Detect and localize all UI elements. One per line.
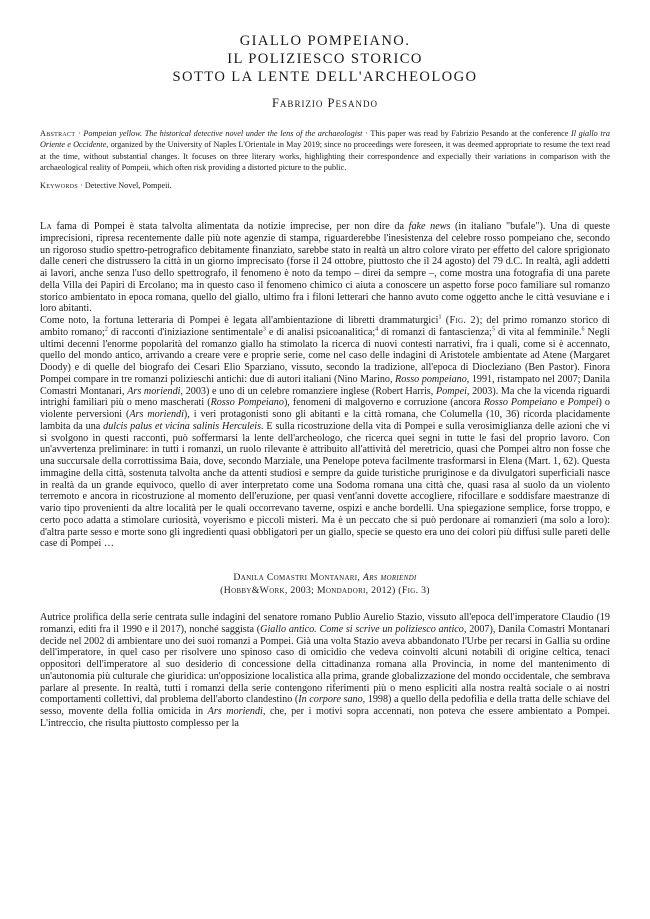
- section-comma: ,: [357, 572, 363, 584]
- abstract-text-a: · This paper was read by Fabrizio Pesando at the conference: [362, 129, 572, 138]
- p1-text-b: (in italiano "bufale"). Una di queste imprecisioni, ripresa recentemente dalle più note agenzie di stampa, riguarderebbe l'inesistenza del celebre rosso pompeiano che, secondo un rigoroso studio spettro-petrografico debitamente finanziato, sarebbe stato in realtà un altro colore virato per effetto del calore sprigionato dalle ceneri che distrussero la città in un giorno imprecisato (forse il 24 ottobre, piuttosto che il 24 agosto) del 79 d.C. In realtà, agli addetti ai lavori, anche senza l'uso dello spettrografo, il fenomeno è noto da tempo – direi da sempre –, come mostra una fotografia di una parete della Villa dei Papiri di Ercolano; ma in questo caso il fenomeno chimico ci aiuta a conoscere un aspetto forse poco familiare sul romanzo storico ambientato in epoca romana, quello del giallo, ultimo fra i filoni letterari che hanno avuto come oggetto anche le città vesuviane e i loro abitanti.: [40, 221, 610, 315]
- title-giallo-antico: Giallo antico. Come si scrive un poliziesco antico: [260, 623, 464, 635]
- paragraph-1: [40, 221, 610, 315]
- body-text: [40, 221, 610, 550]
- title-pompei: Pompei: [435, 385, 467, 397]
- p2-text-k: ), fenomeni di malgoverno e corruzione (ancora: [283, 397, 484, 409]
- section-heading-line-1: [40, 572, 610, 585]
- p2-text-h: , 1991, ristampato nel 2007; Danila Comastri Montanari,: [40, 373, 610, 397]
- p2-text-j: , 2003). Ma che la vicenda riguardi intrighi familiari più o meno mascherati (: [40, 385, 611, 409]
- section-heading-line-2: (Hobby&Work, 2003; Mondadori, 2012) (Fig. 3): [220, 584, 430, 596]
- title-line-2: IL POLIZIESCO STORICO: [227, 51, 423, 67]
- paragraph-2: [40, 315, 610, 550]
- footnote-ref-4[interactable]: 4: [375, 326, 379, 333]
- keywords-sep: ·: [77, 180, 85, 190]
- keywords: [40, 180, 610, 191]
- figure-ref-2: (Fig. 2): [441, 315, 480, 327]
- footnote-ref-1[interactable]: 1: [438, 314, 442, 321]
- p2-text-o: . E sulla ricostruzione della vita di Pompei e sulla verosimiglianza delle azioni che vi si svolgono in questi racconti, può soffermarsi la lente dell'archeologo, che ricerca quei segni in tutte le fasi del proprio lavoro. Con un'avvertenza preliminare: in tutti i romanzi, un ruolo rilevante è attribuito all'attività del meretricio, quasi che Pompei altro non fosse che una succursale della corrottissima Baia, dove, secondo Marziale, una Penelope poteva facilmente trasformarsi in Elena (Mart. 1, 62). Questa immagine della città, sostenuta talvolta anche da attenti studiosi e sempre da guide turistiche pruriginose e da divulgatori superficiali nasce in realtà da un grande equivoco, quello di aver interpretato come una Sodoma romana una città che, quasi rasa al suolo da un violento terremoto e ancora in ricostruzione al momento dell'eruzione, per quasi vent'anni dovette accogliere, rifocillare e soddisfare maestranze di vario tipo provenienti da altre località per le quali occorrevano taverne, ospizi e anche bordelli. Una spiegazione semplice, forse troppo, e certo poco adatta a stimolare curiosità, voyerismo e piccoli misteri. Ma è un peccato che si può perdonare ai romanzieri (ma solo a loro): d'altra parte sesso e morte sono gli ingredienti quasi obbligatori per un giallo, specie se questo era uno dei colori più diffusi sulle pareti delle case di Pompei …: [40, 420, 610, 550]
- abstract-sep: ·: [75, 129, 84, 138]
- keywords-text: Detective Novel, Pompeii.: [84, 180, 172, 190]
- abstract-text-b: , organized by the University of Naples L'Orientale in May 2019; since no proceedings were foreseen, it was deemed appropriate to resume the text read at the time, without substantial changes. It focuses on three literary works, highlighting their correspondence and expecially their variations in comparison with the archaeological reality of Pompeii, which often risk providing a distorted picture to the public.: [40, 140, 610, 173]
- section-heading: [40, 572, 610, 597]
- p2-text-b: ; del primo romanzo storico di ambito romano;: [40, 315, 610, 338]
- p2-text-e: di romanzi di fantascienza;: [378, 326, 492, 338]
- author-name: Fabrizio Pesando: [271, 96, 379, 110]
- sb-text-c: , 1998) a quello della pedofilia e della tratta delle schiave del sesso, movente della follia omicida in: [40, 694, 610, 718]
- title-rosso-pompeiano-2: Rosso Pompeiano: [210, 397, 284, 409]
- p2-text-l: e: [557, 397, 568, 409]
- title-ars-moriendi-2: Ars moriendi: [129, 409, 184, 421]
- p2-text-a: Come noto, la fortuna letteraria di Pompei è legata all'ambientazione di libretti drammaturgici: [40, 315, 439, 327]
- abstract: [40, 128, 610, 174]
- sb-text-d: , che, per i motivi sopra accennati, non poteva che essere ambientato a Pompei. L'intreccio, che risulta piuttosto complesso per la: [40, 706, 611, 729]
- title-rosso-pompeiano: Rosso pompeiano: [395, 373, 467, 385]
- title-in-corpore-sano: In corpore sano: [298, 694, 363, 706]
- keywords-label: Keywords: [40, 180, 78, 190]
- abstract-conference: Il giallo tra Oriente e Occidente: [40, 129, 610, 150]
- title-line-3: SOTTO LA LENTE DELL'ARCHEOLOGO: [172, 69, 478, 85]
- section-body: [40, 612, 610, 730]
- section-author: Danila Comastri Montanari: [233, 572, 358, 584]
- footnote-ref-5[interactable]: 5: [491, 326, 495, 333]
- p2-text-g: Negli ultimi decenni l'enorme popolarità del romanzo giallo ha stimolato la ricerca di nuovi contesti narrativi, fra i quali, come si è accennato, quello del mondo antico, arrivando a creare vere e proprie serie, come nel caso delle indagini di Aristotele ambientate ad Atene (Margaret Doody) e di quelle del biografo dei Cesari Elio Sparziano, vissuto, secondo la tradizione, all'epoca di Diocleziano (Ben Pastor). Finora Pompei compare in tre romanzi polizieschi antichi: due di autori italiani (Nino Marino,: [40, 326, 611, 385]
- title-block: [40, 32, 610, 111]
- title-ars-moriendi: Ars moriendi: [127, 385, 181, 397]
- title-line-1: GIALLO POMPEIANO.: [239, 33, 411, 49]
- p2-text-d: e di analisi psicoanalitica;: [265, 326, 376, 338]
- p2-text-n: ), i veri protagonisti sono gli abitanti e la città romana, che Columella (10, 36) ricorda placidamente lambita da una: [40, 409, 610, 432]
- abstract-english-title: Pompeian yellow. The historical detective novel under the lens of the archaeologist: [83, 129, 363, 138]
- abstract-label: Abstract: [40, 129, 76, 138]
- p2-text-f: di vita al femminile.: [494, 326, 582, 338]
- section-paragraph: [40, 612, 610, 730]
- p2-text-i: , 2003) e uno di un celebre romanziere inglese (Robert Harris,: [180, 385, 436, 397]
- section-book-title: Ars moriendi: [362, 572, 417, 584]
- footnote-ref-6[interactable]: 6: [581, 326, 585, 333]
- p2-text-c: di racconti d'iniziazione sentimentale: [107, 326, 263, 338]
- sb-text-a: Autrice prolifica della serie centrata sulle indagini del senatore romano Publio Aurelio Stazio, vissuto all'epoca dell'imperatore Claudio (19 romanzi, editi fra il 1990 e il 2017), nonché saggista (: [40, 612, 610, 635]
- footnote-ref-2[interactable]: 2: [104, 326, 108, 333]
- p1-text-a: fama di Pompei è stata talvolta alimentata da notizie imprecise, per non dire da: [51, 221, 409, 233]
- p2-text-m: ) o violente perversioni (: [40, 397, 610, 421]
- latin-quote: dulcis palus et vicina salinis Herculeis: [103, 420, 262, 432]
- title-rosso-pompeiano-3: Rosso Pompeiano: [483, 397, 558, 409]
- title-ars-moriendi-3: Ars moriendi: [207, 706, 263, 718]
- sb-text-b: , 2007), Danila Comastri Montanari decide nel 2002 di ambientare uno dei suoi romanzi a Pompei. Già una volta Stazio aveva abbandonato l'Urbe per recarsi in Gallia su ordine dell'imperatore, in quel caso per risolvere uno spinoso caso di omicidio che vedeva coinvolti alcuni notabili di origine celtica, tenaci oppositori dell'imperatore al suo desiderio di concessione della cittadinanza romana alla Provincia, in nome del mantenimento di un'autonomia più culturale che giuridica: un'opposizione localistica alla prima, grande globalizzazione del mondo occidentale, che sembrava parlare al presente. In realtà, tutti i romanzi della serie contengono riferimenti più o meno espliciti alla nostra realtà sociale o ai nostri comportamenti collettivi, dal problema dell'aborto clandestino (: [40, 623, 610, 706]
- title-pompei-2: Pompei: [567, 397, 599, 409]
- dropcap-word: La: [40, 221, 52, 233]
- p1-fake-news: fake news: [408, 221, 451, 233]
- footnote-ref-3[interactable]: 3: [262, 326, 266, 333]
